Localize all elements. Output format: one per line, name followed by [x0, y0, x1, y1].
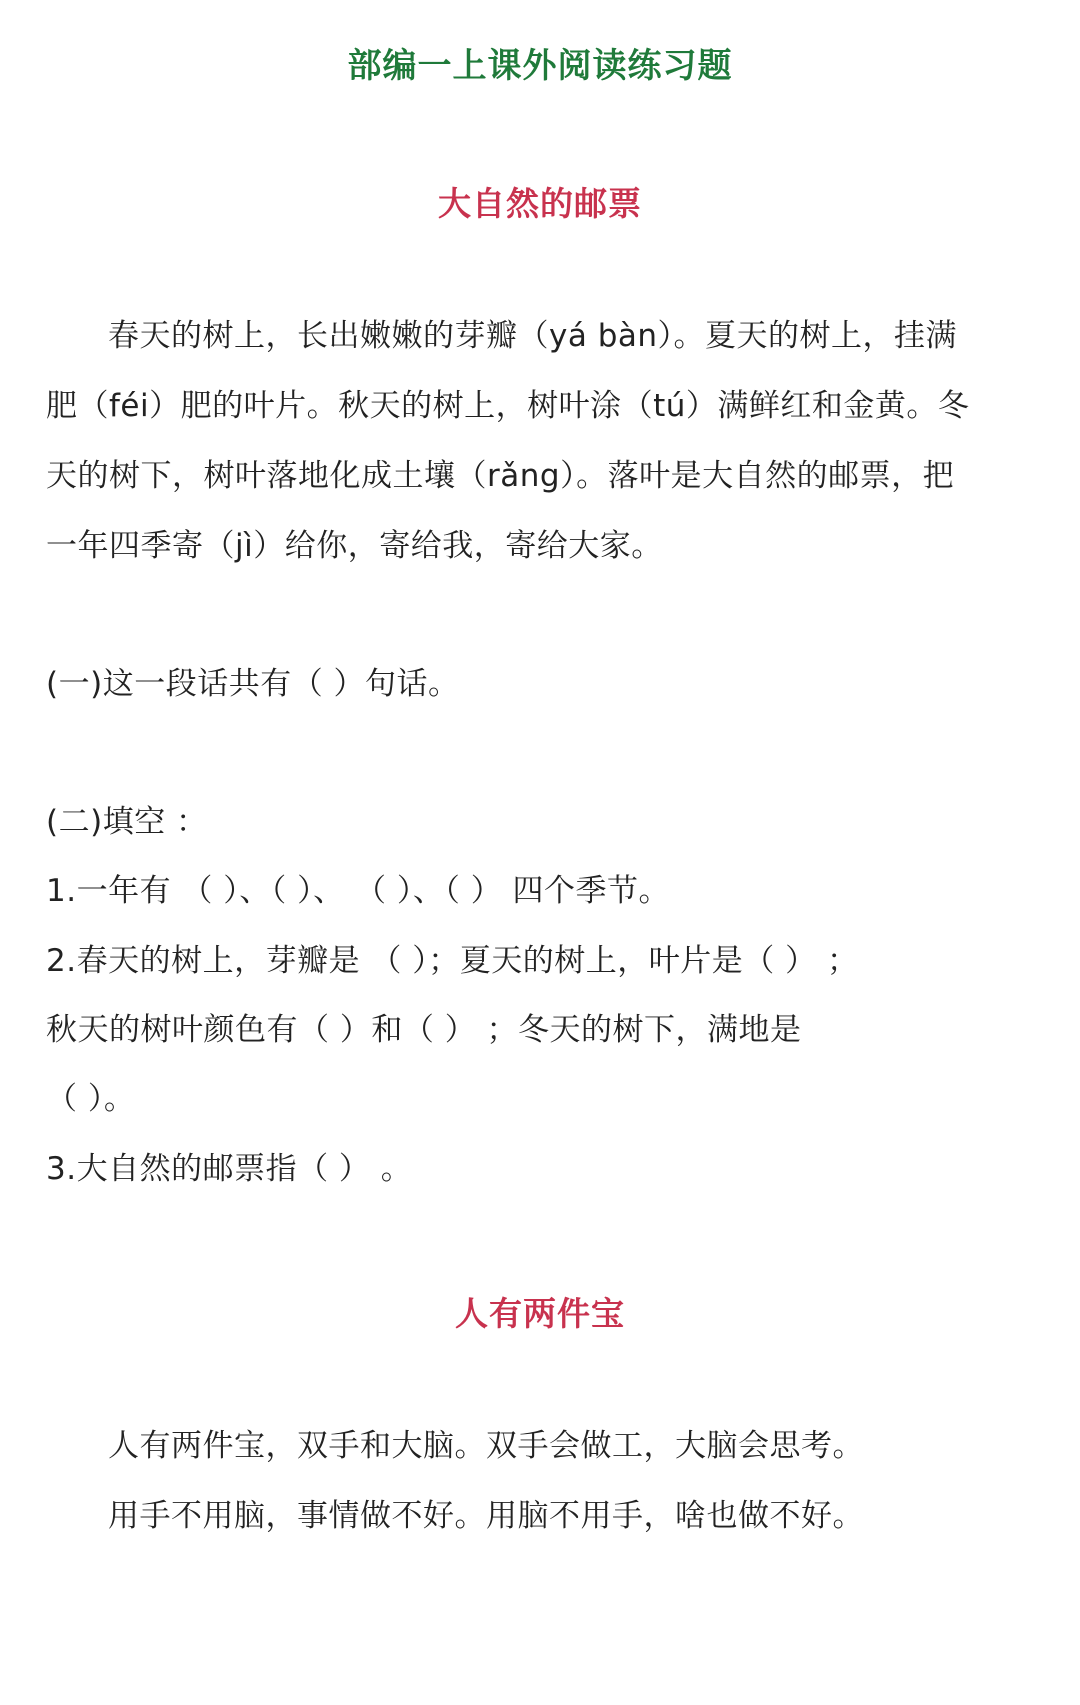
section-title-treasures: 人有两件宝	[455, 1294, 625, 1333]
fill-blank-item-seasons: 1.一年有 （ ）、（ ）、 （ ）、（ ） 四个季节。	[46, 873, 671, 909]
section-title-stamps: 大自然的邮票	[438, 184, 642, 223]
passage-line: 人有两件宝，双手和大脑。双手会做工，大脑会思考。	[108, 1428, 864, 1464]
passage-line: 春天的树上，长出嫩嫩的芽瓣（yá bàn）。夏天的树上，挂满	[108, 318, 958, 354]
question-fill-blank-heading: (二)填空 ：	[46, 804, 208, 840]
passage-line: 肥（féi）肥的叶片。秋天的树上，树叶涂（tú）满鲜红和金黄。冬	[46, 388, 970, 424]
passage-line: 用手不用脑，事情做不好。用脑不用手，啥也做不好。	[108, 1498, 864, 1534]
question-sentence-count: (一)这一段话共有（ ）句话。	[46, 666, 460, 702]
passage-line: 天的树下，树叶落地化成土壤（rǎng）。落叶是大自然的邮票，把	[46, 458, 955, 494]
fill-blank-item-trees: 2.春天的树上，芽瓣是 （ ）；夏天的树上，叶片是（ ） ；	[46, 943, 859, 979]
fill-blank-item-stamps: 3.大自然的邮票指（ ） 。	[46, 1151, 413, 1187]
document-title: 部编一上课外阅读练习题	[347, 46, 733, 86]
passage-line: 一年四季寄（jì）给你，寄给我，寄给大家。	[46, 528, 663, 564]
fill-blank-item-trees-end: （ ）。	[46, 1081, 136, 1117]
fill-blank-item-trees-cont: 秋天的树叶颜色有（ ）和（ ） ；冬天的树下，满地是	[46, 1012, 802, 1048]
